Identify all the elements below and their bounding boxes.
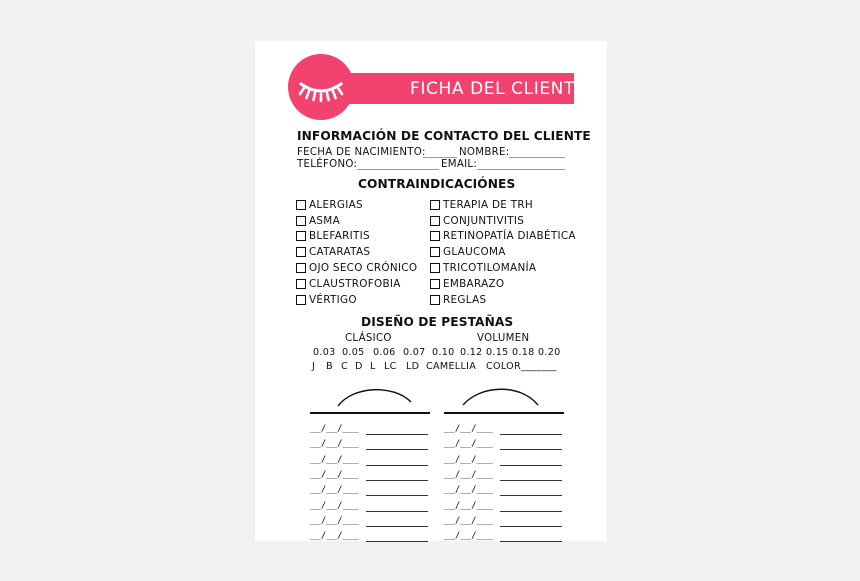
curl-option: B [326,361,333,372]
eyelash-badge [288,54,354,120]
email-label: EMAIL: [441,159,478,170]
notes-field[interactable] [500,465,562,466]
birthdate-label: FECHA DE NACIMIENTO: [297,147,426,158]
notes-field[interactable] [500,526,562,527]
email-field[interactable] [477,169,565,170]
notes-field[interactable] [366,526,428,527]
date-field[interactable]: __/__/___ [444,515,493,526]
notes-field[interactable] [366,449,428,450]
client-form-sheet: FICHA DEL CLIENTE INFORMACIÓN DE CONTACTO DEL CLIENTE FECHA DE NACIMIENTO: NOMBRE: TELÉFONO: EMAIL: CONTRAINDICACIÓNES ALERGIAS ASMA BLEFARITIS CATARATAS OJO SECO CRÓNICO CLAUSTROFOBIA VÉRTIGO TERAPIA DE TRH CONJUNTIVITIS RETINOPATÍA DIABÉTICA GLAUCOMA TRICOTILOMANÍA EMBARAZO REGLAS DISEÑO DE PESTAÑAS CLÁSICO VOLUMEN 0.03 0.05 0.06 0.07 0.10 0.12 0.15 0.18 0.20 J B C D L LC LD CAMELLIA COLOR_______ __/__/___ __/__/___ __/__/___ __/__/___ __/__/___ __/__/___ __/__/___ __/__/___ __/__/___ __/__/___ __/__/___ __/__/___ __/__/___ __/__/___ __/__/___ __/__/___ [255,41,607,541]
volume-label: VOLUMEN [477,333,530,344]
checkbox[interactable] [430,279,440,289]
notes-field[interactable] [366,511,428,512]
date-field[interactable]: __/__/___ [310,454,359,465]
notes-field[interactable] [500,480,562,481]
date-field[interactable]: __/__/___ [310,439,359,450]
form-title: FICHA DEL CLIENTE [410,79,587,99]
notes-field[interactable] [500,449,562,450]
birthdate-field[interactable] [423,157,457,158]
date-field[interactable]: __/__/___ [310,424,359,434]
checkbox[interactable] [296,295,306,305]
left-chart-divider [310,412,430,414]
checkbox[interactable] [430,216,440,226]
thickness-option: 0.06 [373,347,396,358]
date-field[interactable]: __/__/___ [310,531,359,542]
curl-option: LC [384,361,397,372]
curl-option: J [312,361,316,372]
date-field[interactable]: __/__/___ [310,469,359,480]
notes-field[interactable] [366,465,428,466]
checkbox[interactable] [430,231,440,241]
notes-field[interactable] [500,541,562,542]
thickness-option: 0.10 [432,347,455,358]
checkbox[interactable] [430,263,440,273]
name-label: NOMBRE: [459,147,510,158]
checkbox[interactable] [296,216,306,226]
left-eye-curve [335,384,415,408]
date-field[interactable]: __/__/___ [444,454,493,465]
checkbox[interactable] [296,247,306,257]
thickness-option: 0.20 [538,347,561,358]
thickness-option: 0.18 [512,347,535,358]
thickness-option: 0.15 [486,347,509,358]
curl-option: COLOR_______ [486,361,557,372]
checkbox[interactable] [430,247,440,257]
thickness-option: 0.07 [403,347,426,358]
curl-option: CAMELLIA [426,361,477,372]
checkbox[interactable] [430,295,440,305]
date-field[interactable]: __/__/___ [444,469,493,480]
checkbox[interactable] [296,231,306,241]
phone-field[interactable] [357,169,439,170]
right-chart-divider [444,412,564,414]
notes-field[interactable] [366,541,428,542]
date-field[interactable]: __/__/___ [310,515,359,526]
checkbox[interactable] [430,200,440,210]
contraindications-heading: CONTRAINDICACIÓNES [358,177,516,191]
closed-eye-lashes-icon [288,54,354,120]
notes-field[interactable] [500,511,562,512]
classic-label: CLÁSICO [345,333,392,344]
right-eye-curve [460,383,540,407]
date-field[interactable]: __/__/___ [444,500,493,511]
thickness-option: 0.05 [342,347,365,358]
notes-field[interactable] [366,434,428,435]
thickness-option: 0.12 [460,347,483,358]
date-field[interactable]: __/__/___ [444,531,493,542]
checkbox[interactable] [296,263,306,273]
curl-option: C [341,361,348,372]
curl-option: LD [406,361,420,372]
date-field[interactable]: __/__/___ [444,439,493,450]
thickness-option: 0.03 [313,347,336,358]
date-field[interactable]: __/__/___ [444,485,493,496]
notes-field[interactable] [366,480,428,481]
notes-field[interactable] [366,495,428,496]
notes-field[interactable] [500,434,562,435]
name-field[interactable] [509,157,565,158]
date-field[interactable]: __/__/___ [310,485,359,496]
lash-design-heading: DISEÑO DE PESTAÑAS [361,315,514,329]
contact-heading: INFORMACIÓN DE CONTACTO DEL CLIENTE [297,129,591,143]
date-field[interactable]: __/__/___ [444,424,493,434]
phone-label: TELÉFONO: [297,159,358,170]
notes-field[interactable] [500,495,562,496]
checkbox[interactable] [296,200,306,210]
checkbox[interactable] [296,279,306,289]
curl-option: L [370,361,376,372]
curl-option: D [355,361,363,372]
date-field[interactable]: __/__/___ [310,500,359,511]
